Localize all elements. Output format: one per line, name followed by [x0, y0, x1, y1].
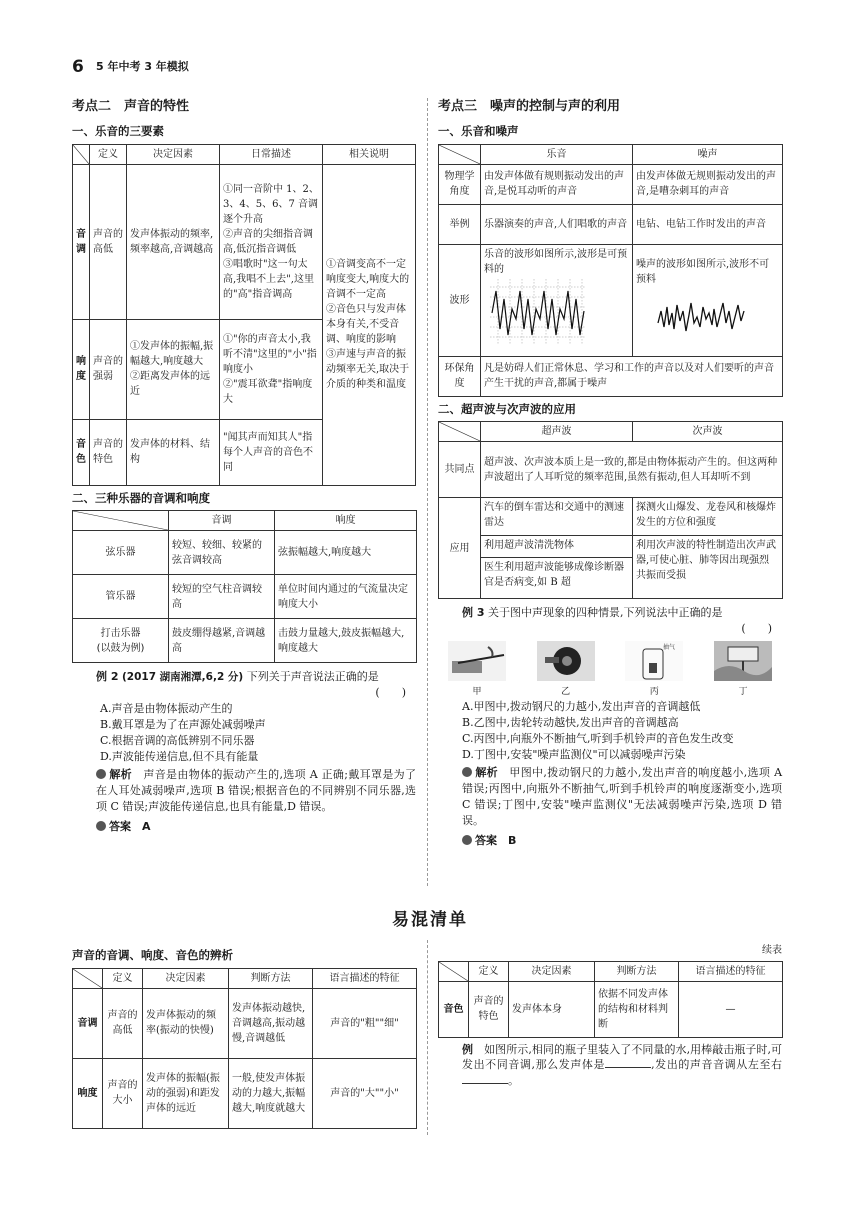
table-cell: 声音的特色 [90, 419, 127, 485]
scene-pictures [438, 641, 782, 699]
table-cell: 弦振幅越大,响度越大 [275, 531, 417, 575]
col-header: 判断方法 [595, 961, 679, 981]
table-cell: ①"你的声音太小,我听不清"这里的"小"指响度小 ②"震耳欲聋"指响度大 [220, 319, 323, 419]
table-cell: 声音的强弱 [90, 319, 127, 419]
row-header: 音调 [73, 988, 103, 1058]
table-cell-wave-noise [633, 244, 783, 356]
table-cell-note: ①音调变高不一定响度变大,响度大的音调不一定高 ②音色只与发声体本身有关,不受音调、响度的影响 ③声速与声音的振动频率无关,取决于介质的种类和温度 [323, 164, 416, 485]
table-cell: 依据不同发声体的结构和材料判断 [595, 981, 679, 1037]
table-cell: 发声体的振幅(振动的强弱)和距发声体的远近 [143, 1058, 229, 1128]
table-cell: — [679, 981, 783, 1037]
diagonal-header-cell [439, 144, 481, 164]
table-cell: 医生利用超声波能够成像诊断器官是否病变,如 B 超 [484, 562, 624, 589]
table-cell: 较短、较细、较紧的弦音调较高 [169, 531, 275, 575]
timbre-table [438, 961, 783, 1038]
table-cell-text: 噪声的波形如图所示,波形不可预料 [636, 258, 770, 285]
table-cell: 发声体振动越快,音调越高,振动越慢,音调越低 [229, 988, 313, 1058]
table-cell: 声音的大小 [103, 1058, 143, 1128]
row-header: 响度 [73, 319, 90, 419]
subsection-title: 一、乐音和噪声 [438, 123, 519, 138]
noise-monitor-scene-image [714, 641, 772, 681]
col-header: 决定因素 [143, 968, 229, 988]
table-cell: 声音的"粗""细" [313, 988, 417, 1058]
subsection-title: 声音的音调、响度、音色的辨析 [72, 948, 233, 962]
example-label: 例 3 [462, 606, 485, 620]
diagonal-header-cell [73, 144, 90, 164]
blank [605, 1067, 651, 1068]
table-cell: 汽车的倒车雷达和交通中的测速雷达 [481, 498, 632, 536]
bottle-scene-image [625, 641, 683, 681]
table-cell: 声音的高低 [90, 164, 127, 319]
pitch-loudness-table [72, 968, 417, 1129]
col-header: 噪声 [633, 144, 783, 164]
row-header: 打击乐器 (以鼓为例) [73, 619, 169, 663]
option: C.丙图中,向瓶外不断抽气,听到手机铃声的音色发生改变 [462, 732, 734, 746]
example-label: 例 2 [96, 670, 119, 684]
example-text: 。 [508, 1074, 519, 1088]
row-header: 音调 [73, 164, 90, 319]
analysis [72, 767, 416, 815]
table-cell: 由发声体做无规则振动发出的声音,是嘈杂刺耳的声音 [633, 164, 783, 204]
example-source: (2017 湖南湘潭,6,2 分) [121, 671, 244, 684]
bottom-left [72, 944, 416, 1129]
bottom-right [438, 944, 782, 1089]
table-cell: 较短的空气柱音调较高 [169, 575, 275, 619]
pump-label: 抽气 [663, 644, 676, 652]
continued-label: 续表 [762, 945, 782, 956]
col-header: 定义 [90, 144, 127, 164]
example-text: 如图所示,相同的瓶子里装入了不同量的水,用棒敲击瓶子时,可发出不同音调,那么发声体是 [462, 1042, 783, 1072]
row-header: 波形 [439, 244, 481, 356]
row-header: 举例 [439, 204, 481, 244]
analysis-tag: 解析 [475, 765, 499, 779]
table-cell: 击鼓力量越大,鼓皮振幅越大,响度越大 [275, 619, 417, 663]
table-cell: ①同一音阶中 1、2、3、4、5、6、7 音调逐个升高 ②声音的尖细指音调高,低沉指音调低 ③唱歌时"这一句太高,我唱不上去",这里的"高"指音调高 [220, 164, 323, 319]
col-header: 音调 [169, 511, 275, 531]
col-header: 定义 [469, 961, 509, 981]
random-waveform-figure [656, 297, 746, 337]
table-cell: 利用次声波的特性制造出次声武器,可使心脏、肺等因出现强烈共振而受损 [636, 540, 776, 582]
table-cell: 声音的"大""小" [313, 1058, 417, 1128]
example-text: ,发出的声音音调从左至右 [651, 1058, 783, 1072]
col-header: 乐音 [481, 144, 633, 164]
book-title: 5 年中考 3 年模拟 [96, 60, 189, 73]
table-cell: 探测火山爆发、龙卷风和核爆炸发生的方位和强度 [633, 498, 782, 536]
row-header: 共同点 [439, 442, 481, 498]
picture-caption: 丙 [649, 687, 659, 698]
row-header: 音色 [73, 419, 90, 485]
right-column [438, 98, 782, 849]
infrasound-apps [633, 498, 783, 599]
table-cell: 鼓皮绷得越紧,音调越高 [169, 619, 275, 663]
section-title: 考点二 声音的特性 [72, 99, 190, 114]
ultrasound-infrasound-table [438, 421, 783, 599]
table-cell: 乐器演奏的声音,人们唱歌的声音 [481, 204, 633, 244]
answer-icon [462, 835, 472, 845]
col-header: 定义 [103, 968, 143, 988]
section-title: 考点三 噪声的控制与声的利用 [438, 99, 621, 114]
analysis-icon [462, 767, 472, 777]
analysis-text: 甲图中,拨动钢尺的力越小,发出声音的响度越小,选项 A 错误;丙图中,向瓶外不断抽气,听到手机铃声的响度逐渐变小,选项 C 错误;丁图中,安装"噪声监测仪"无法减弱噪声污染,选项 D 错误。 [462, 765, 783, 827]
diagonal-header-cell [439, 422, 481, 442]
table-cell: 凡是妨碍人们正常休息、学习和工作的声音以及对人们要听的声音产生干扰的声音,都属于噪声 [481, 356, 783, 396]
table-cell: 发声体的材料、结构 [127, 419, 220, 485]
analysis-text: 声音是由物体的振动产生的,选项 A 正确;戴耳罩是为了在人耳处减弱噪声,选项 B 错误;根据音色的不同辨别不同乐器,选项 C 错误;声波能传递信息,也具有能量,D 错误。 [96, 768, 417, 813]
table-cell: 声音的特色 [469, 981, 509, 1037]
subsection-title: 二、超声波与次声波的应用 [438, 401, 576, 416]
example-question: 下列关于声音说法正确的是 [246, 670, 379, 684]
ruler-scene-image [448, 641, 506, 681]
answer-tag: 答案 [475, 833, 497, 847]
picture-caption: 丁 [738, 687, 748, 698]
answer-value: A [142, 819, 151, 833]
table-cell: 超声波、次声波本质上是一致的,都是由物体振动产生的。但这两种声波超出了人耳听觉的频率范围,虽然有振动,但人耳却听不到 [481, 442, 783, 498]
column-divider [427, 98, 428, 886]
answer-tag: 答案 [109, 819, 131, 833]
table-cell: "闻其声而知其人"指每个人声音的音色不同 [220, 419, 323, 485]
row-header: 应用 [439, 498, 481, 599]
picture-jia [448, 641, 506, 699]
option: B.戴耳罩是为了在声源处减弱噪声 [100, 718, 266, 732]
confusion-list-title: 易混清单 [392, 910, 468, 930]
diagonal-header-cell [73, 968, 103, 988]
col-header: 语言描述的特征 [313, 968, 417, 988]
example-question: 关于图中声现象的四种情景,下列说法中正确的是 [487, 606, 723, 620]
answer [438, 833, 782, 849]
analysis-tag: 解析 [109, 768, 133, 782]
picture-bing [625, 641, 683, 699]
row-header: 响度 [73, 1058, 103, 1128]
table-cell: 一般,使发声体振动的力越大,振幅越大,响度就越大 [229, 1058, 313, 1128]
table-cell: 单位时间内通过的气流量决定响度大小 [275, 575, 417, 619]
analysis [438, 765, 782, 829]
diagonal-header-cell [439, 961, 469, 981]
diagonal-header-cell [73, 511, 169, 531]
instruments-table [72, 510, 417, 663]
row-header: 环保角度 [439, 356, 481, 396]
table-cell: 发声体本身 [509, 981, 595, 1037]
column-divider [427, 940, 428, 1135]
row-header: 物理学角度 [439, 164, 481, 204]
subsection-title: 一、乐音的三要素 [72, 123, 164, 138]
example-label: 例 [462, 1042, 474, 1056]
answer [72, 819, 416, 835]
option: C.根据音调的高低辨别不同乐器 [100, 734, 255, 748]
col-header: 日常描述 [220, 144, 323, 164]
col-header: 决定因素 [127, 144, 220, 164]
subsection-title: 二、三种乐器的音调和响度 [72, 490, 210, 505]
gear-scene-image [537, 641, 595, 681]
col-header: 判断方法 [229, 968, 313, 988]
option: A.声音是由物体振动产生的 [100, 702, 233, 716]
picture-caption: 甲 [472, 687, 482, 698]
picture-ding [714, 641, 772, 699]
row-header: 音色 [439, 981, 469, 1037]
option: D.声波能传递信息,但不具有能量 [100, 750, 259, 764]
table-cell: 声音的高低 [103, 988, 143, 1058]
table-cell: 电钻、电钻工作时发出的声音 [633, 204, 783, 244]
table-cell: ①发声体的振幅,振幅越大,响度越大 ②距离发声体的远近 [127, 319, 220, 419]
row-header: 管乐器 [73, 575, 169, 619]
row-header: 弦乐器 [73, 531, 169, 575]
col-header: 超声波 [481, 422, 633, 442]
option: A.甲图中,拨动钢尺的力越小,发出声音的音调越低 [462, 700, 701, 714]
col-header: 响度 [275, 511, 417, 531]
music-noise-table [438, 144, 783, 397]
answer-value: B [508, 833, 517, 847]
ultrasound-apps [481, 498, 633, 599]
example [438, 1042, 782, 1090]
left-column [72, 98, 416, 835]
periodic-waveform-figure [490, 279, 586, 345]
page-header [72, 55, 792, 81]
example-3 [438, 605, 782, 621]
example-2 [72, 669, 416, 685]
option: D.丁图中,安装"噪声监测仪"可以减弱噪声污染 [462, 747, 686, 761]
table-cell: 由发声体做有规则振动发出的声音,是悦耳动听的声音 [481, 164, 633, 204]
col-header: 相关说明 [323, 144, 416, 164]
answer-paren: ( ) [741, 622, 772, 636]
table-cell: 发声体振动的频率,频率越高,音调越高 [127, 164, 220, 319]
table-cell: 利用超声波清洗物体 [481, 536, 632, 558]
table-cell-text: 乐音的波形如图所示,波形是可预料的 [484, 248, 628, 275]
col-header: 次声波 [633, 422, 783, 442]
answer-icon [96, 821, 106, 831]
page-number: 6 [72, 57, 84, 77]
col-header: 语言描述的特征 [679, 961, 783, 981]
answer-paren: ( ) [375, 686, 406, 700]
blank [462, 1083, 508, 1084]
option: B.乙图中,齿轮转动越快,发出声音的音调越高 [462, 716, 679, 730]
three-elements-table [72, 144, 416, 486]
analysis-icon [96, 769, 106, 779]
table-cell: 发声体振动的频率(振动的快慢) [143, 988, 229, 1058]
picture-caption: 乙 [561, 687, 571, 698]
table-cell-wave-music [481, 244, 633, 356]
picture-yi [537, 641, 595, 699]
col-header: 决定因素 [509, 961, 595, 981]
